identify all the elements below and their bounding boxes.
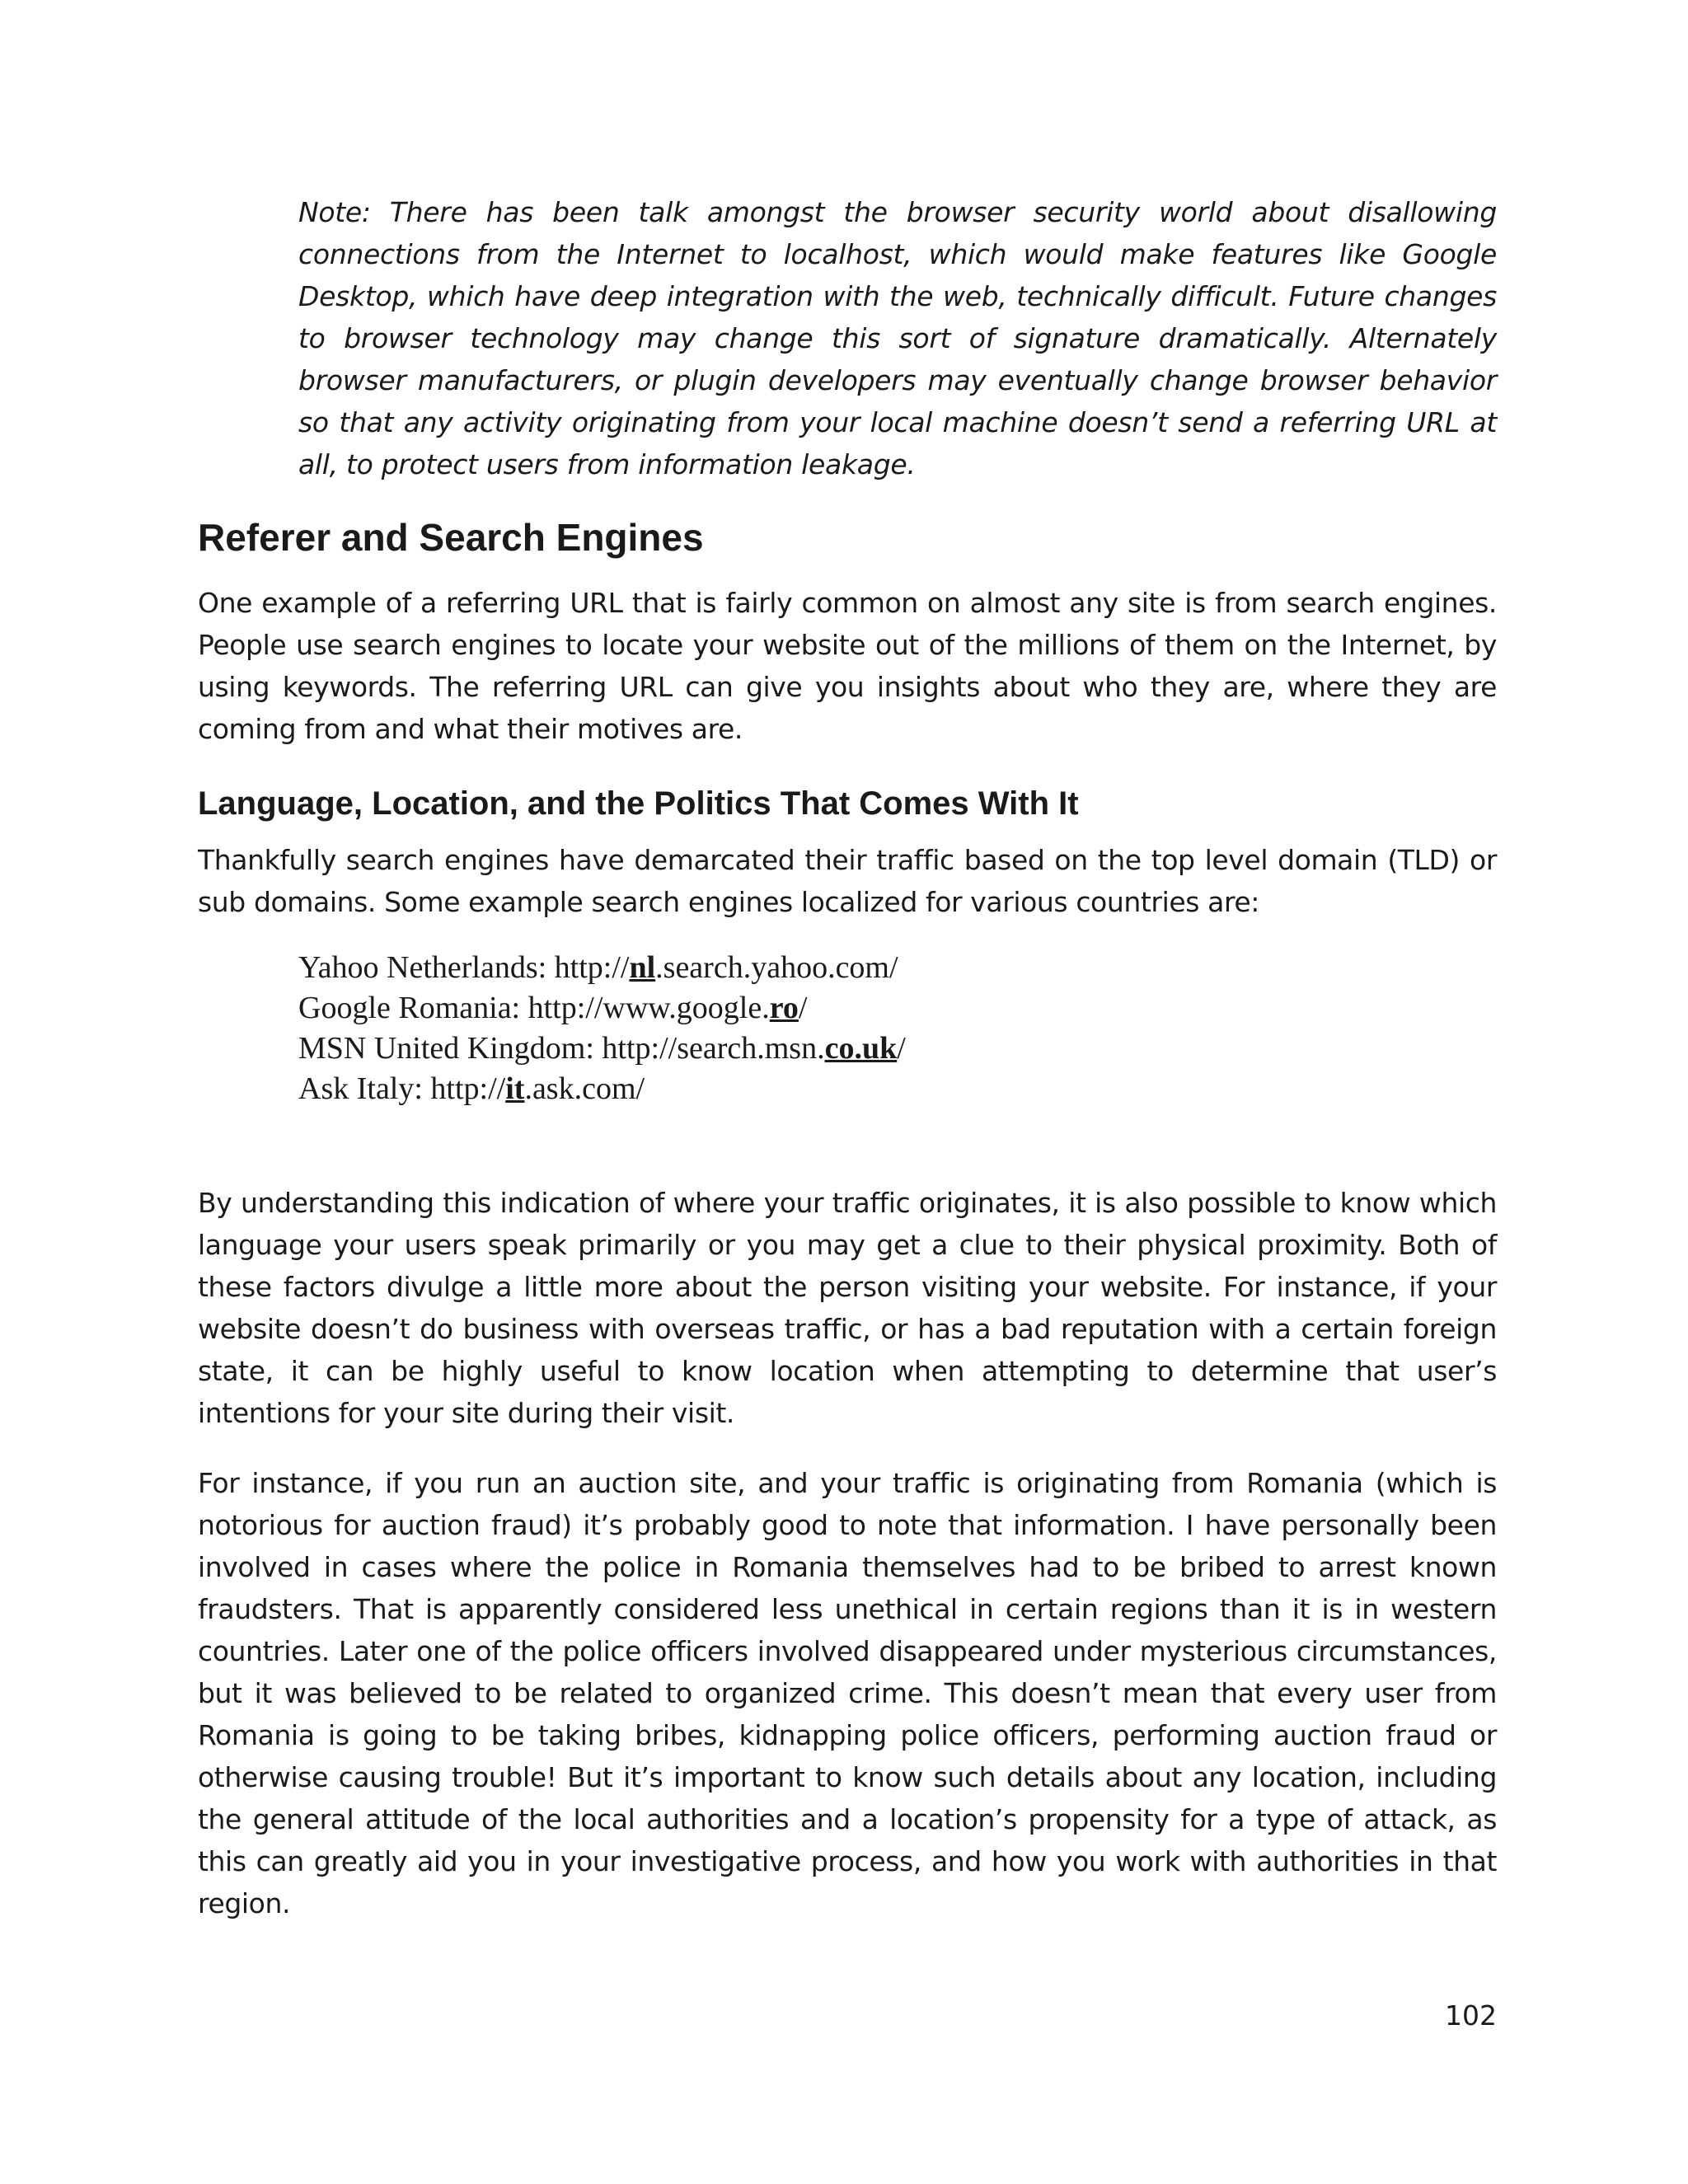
list-item [298, 948, 906, 988]
list-item [298, 988, 906, 1029]
heading-referer-search-engines: Referer and Search Engines [198, 516, 704, 559]
example-suffix: / [798, 991, 808, 1025]
example-suffix: .ask.com/ [524, 1071, 645, 1106]
example-tld: nl [629, 950, 656, 985]
example-label: Google Romania: http://www.google. [298, 991, 770, 1025]
paragraph-traffic-origin: By understanding this indication of where your traffic originates, it is also possible to know which language your users speak primarily or you may get a clue to their physical proximity. Both of these factors divulge a little more about the person visiting your website. For instance, if your website doesn’t do business with overseas traffic, or has a bad reputation with a certain foreign state, it can be highly useful to know location when attempting to determine that user’s intentions for your site during their visit. [198, 1187, 1497, 1429]
list-item [298, 1069, 906, 1109]
paragraph-auction-example: For instance, if you run an auction site, and your traffic is originating from Romania (which is notorious for auction fraud) it’s probably good to note that information. I have personally been involved in cases where the police in Romania themselves had to be bribed to arrest known fraudsters. That is apparently considered less unethical in certain regions than it is in western countries. Later one of the police officers involved disappeared under mysterious circumstances, but it was believed to be related to organized crime. This doesn’t mean that every user from Romania is going to be taking bribes, kidnapping police officers, performing auction fraud or otherwise causing trouble! But it’s important to know such details about any location, including the general attitude of the local authorities and a location’s propensity for a type of attack, as this can greatly aid you in your investigative process, and how you work with authorities in that region. [198, 1467, 1497, 1919]
example-label: MSN United Kingdom: http://search.msn. [298, 1031, 825, 1066]
example-tld: co.uk [824, 1031, 898, 1066]
example-label: Yahoo Netherlands: http:// [298, 950, 630, 985]
example-label: Ask Italy: http:// [298, 1071, 506, 1106]
example-tld: it [505, 1071, 525, 1106]
example-tld: ro [769, 991, 799, 1025]
browser-security-note: Note: There has been talk amongst the browser security world about disallowing connections from the Internet to localhost, which would make features like Google Desktop, which have deep integration with the web, technically difficult. Future changes to browser technology may change this sort of signature dramatically. Alternately browser manufacturers, or plugin developers may eventually change browser behavior so that any activity originating from your local machine doesn’t send a referring URL at all, to protect users from information leakage. [298, 196, 1497, 480]
page-number: 102 [1445, 1999, 1497, 2032]
paragraph-tld-intro: Thankfully search engines have demarcated their traffic based on the top level domain (TLD) or sub domains. Some example search engines localized for various countries are: [198, 844, 1497, 918]
paragraph-referring-url: One example of a referring URL that is fairly common on almost any site is from search engines. People use search engines to locate your website out of the millions of them on the Internet, by using keywords. The referring URL can give you insights about who they are, where they are coming from and what their motives are. [198, 587, 1497, 745]
localized-search-engine-list [298, 948, 906, 1109]
example-suffix: / [897, 1031, 906, 1066]
heading-language-location: Language, Location, and the Politics That Comes With It [198, 785, 1079, 822]
list-item [298, 1029, 906, 1069]
example-suffix: .search.yahoo.com/ [655, 950, 898, 985]
